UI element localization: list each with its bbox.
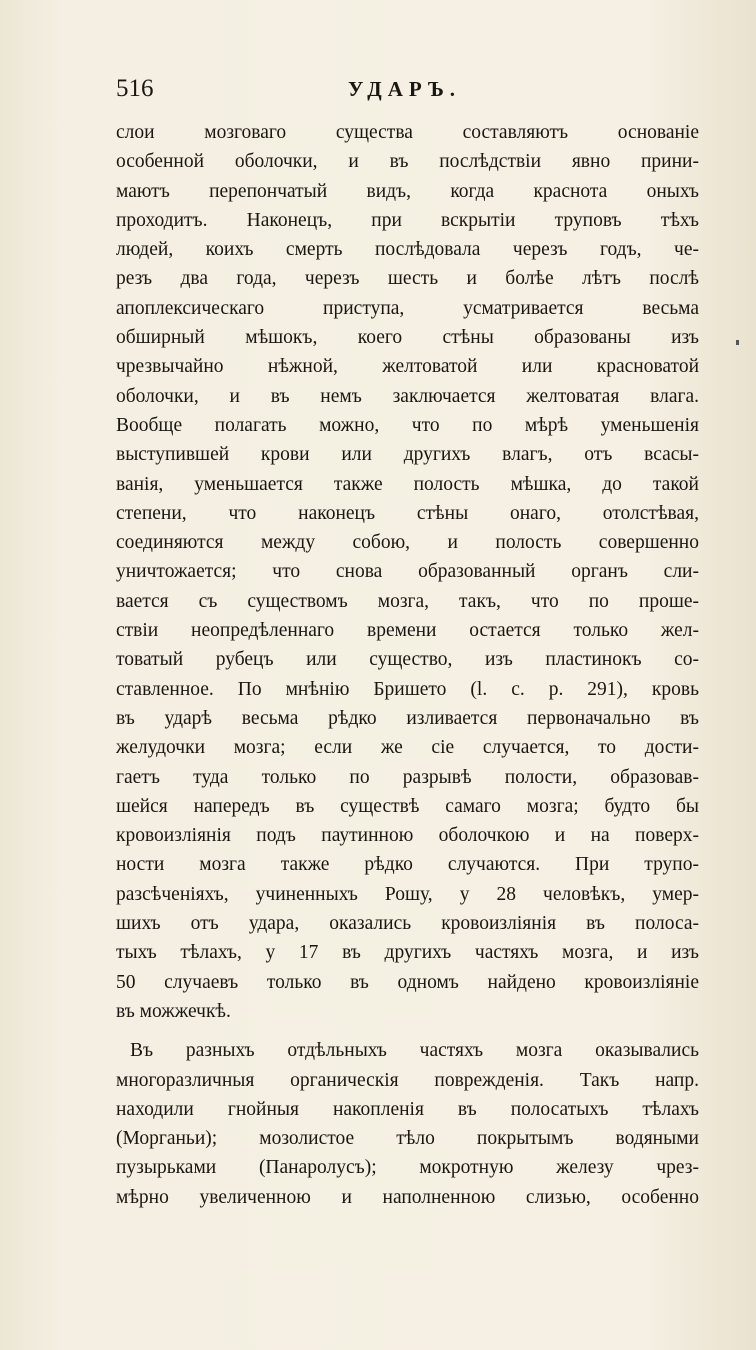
text-line: маютъ перепончатый видъ, когда краснота оныхъ	[116, 180, 699, 202]
text-line: апоплексическаго приступа, усматривается весьма	[116, 297, 699, 319]
text-line: обширный мѣшокъ, коего стѣны образованы изъ	[116, 327, 699, 349]
page-header	[116, 75, 676, 109]
text-line: разсѣченіяхъ, учиненныхъ Рошу, у 28 человѣкъ, умер-	[116, 883, 699, 905]
text-line: тыхъ тѣлахъ, у 17 въ другихъ частяхъ мозга, и изъ	[116, 942, 699, 964]
text-line: проходитъ. Наконецъ, при вскрытіи труповъ тѣхъ	[116, 209, 699, 231]
text-line: 50 случаевъ только въ одномъ найдено кровоизліяніе	[116, 971, 699, 993]
text-line: ствіи неопредѣленнаго времени остается только жел-	[116, 620, 699, 642]
page-number: 516	[116, 75, 154, 102]
text-line: слои мозговаго существа составляютъ основаніе	[116, 122, 699, 143]
text-line: въ ударѣ весьма рѣдко изливается первоначально въ	[116, 707, 699, 729]
paragraph-2	[116, 1036, 699, 1212]
text-line: желудочки мозга; если же сіе случается, то дости-	[116, 737, 699, 759]
text-line: (Морганьи); мозолистое тѣло покрытымъ водяными	[116, 1128, 699, 1150]
text-line: уничтожается; что снова образованный органъ сли-	[116, 561, 699, 583]
text-line: степени, что наконецъ стѣны онаго, отолстѣвая,	[116, 502, 699, 524]
text-line: Вообще полагать можно, что по мѣрѣ уменьшенія	[116, 414, 699, 436]
text-line: находили гнойныя накопленія въ полосатыхъ тѣлахъ	[116, 1098, 699, 1120]
text-line: людей, коихъ смерть послѣдовала черезъ годъ, че-	[116, 239, 699, 261]
text-line: ванія, уменьшается также полость мѣшка, до такой	[116, 473, 699, 495]
text-line: оболочки, и въ немъ заключается желтоватая влага.	[116, 385, 699, 407]
running-head: УДАРЪ.	[348, 77, 462, 101]
text-line: товатый рубецъ или существо, изъ пластинокъ со-	[116, 649, 699, 671]
text-line: шихъ отъ удара, оказались кровоизліянія въ полоса-	[116, 913, 699, 935]
text-line: многоразличныя органическія поврежденія. Такъ напр.	[116, 1069, 699, 1091]
body-text	[116, 118, 699, 1212]
text-line: соединяются между собою, и полость совершенно	[116, 532, 699, 554]
text-line: резъ два года, черезъ шесть и болѣе лѣтъ послѣ	[116, 268, 699, 290]
text-line: ставленное. По мнѣнію Бришето (l. c. p. 291), кровь	[116, 678, 699, 700]
margin-speck	[736, 340, 739, 345]
paragraph-1	[116, 118, 699, 1026]
text-line: мѣрно увеличенною и наполненною слизью, особенно	[116, 1186, 699, 1208]
text-line: въ можжечкѣ.	[116, 1000, 231, 1022]
text-line: ности мозга также рѣдко случаются. При трупо-	[116, 854, 699, 876]
text-line: шейся напередъ въ существѣ самаго мозга; будто бы	[116, 795, 699, 817]
text-line: Въ разныхъ отдѣльныхъ частяхъ мозга оказывались	[130, 1040, 699, 1062]
text-line: выступившей крови или другихъ влагъ, отъ всасы-	[116, 444, 699, 466]
text-line: гаетъ туда только по разрывѣ полости, образовав-	[116, 766, 699, 788]
text-line: особенной оболочки, и въ послѣдствіи явно прини-	[116, 151, 699, 173]
text-line: пузырьками (Панаролусъ); мокротную железу чрез-	[116, 1157, 699, 1179]
text-line: чрезвычайно нѣжной, желтоватой или красноватой	[116, 356, 699, 378]
text-line: кровоизліянія подъ паутинною оболочкою и на поверх-	[116, 825, 699, 847]
text-line: вается съ существомъ мозга, такъ, что по проше-	[116, 590, 699, 612]
